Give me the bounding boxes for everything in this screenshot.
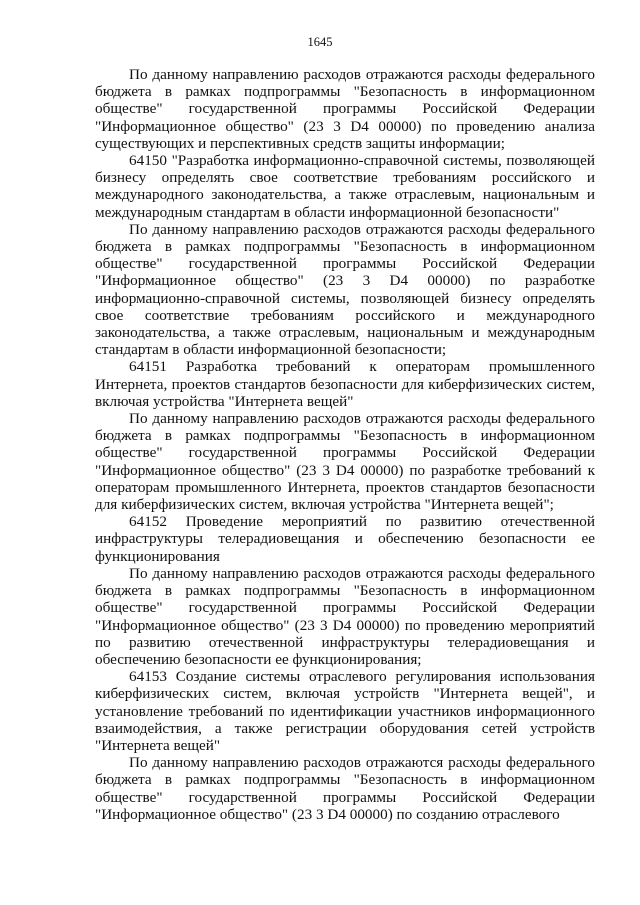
paragraph-code-64153-heading: 64153 Создание системы отраслевого регулирования использования киберфизических систем, включая устройств "Интернета вещей", и установление требований по идентификации участников информационного взаимодействия, а также регистрации оборудования сетей устройств "Интернета вещей"	[95, 668, 595, 754]
paragraph-code-64152-description: По данному направлению расходов отражаются расходы федерального бюджета в рамках подпрограммы "Безопасность в информационном обществе" государственной программы Российской Федерации "Информационное общество" (23 3 D4 00000) по проведению мероприятий по развитию отечественной инфраструктуры телерадиовещания и обеспечению безопасности ее функционирования;	[95, 564, 595, 668]
paragraph-code-64151-heading: 64151 Разработка требований к операторам промышленного Интернета, проектов стандартов безопасности для киберфизических систем, включая устройства "Интернета вещей"	[95, 358, 595, 410]
paragraph-code-64153-description: По данному направлению расходов отражаются расходы федерального бюджета в рамках подпрограммы "Безопасность в информационном обществе" государственной программы Российской Федерации "Информационное общество" (23 3 D4 00000) по созданию отраслевого	[95, 754, 595, 823]
document-body	[95, 66, 595, 823]
paragraph-code-64151-description: По данному направлению расходов отражаются расходы федерального бюджета в рамках подпрограммы "Безопасность в информационном обществе" государственной программы Российской Федерации "Информационное общество" (23 3 D4 00000) по разработке требований к операторам промышленного Интернета, проектов стандартов безопасности для киберфизических систем, включая устройства "Интернета вещей";	[95, 410, 595, 514]
paragraph-expenses-analysis: По данному направлению расходов отражаются расходы федерального бюджета в рамках подпрограммы "Безопасность в информационном обществе" государственной программы Российской Федерации "Информационное общество" (23 3 D4 00000) по проведению анализа существующих и перспективных средств защиты информации;	[95, 66, 595, 152]
paragraph-code-64150-heading: 64150 "Разработка информационно-справочной системы, позволяющей бизнесу определять свое соответствие требованиям российского и международного законодательства, а также отраслевым, национальным и международным стандартам в области информационной безопасности"	[95, 152, 595, 221]
paragraph-code-64150-description: По данному направлению расходов отражаются расходы федерального бюджета в рамках подпрограммы "Безопасность в информационном обществе" государственной программы Российской Федерации "Информационное общество" (23 3 D4 00000) по разработке информационно-справочной системы, позволяющей бизнесу определять свое соответствие требованиям российского и международного законодательства, а также отраслевым, национальным и международным стандартам в области информационной безопасности;	[95, 220, 595, 359]
paragraph-code-64152-heading: 64152 Проведение мероприятий по развитию отечественной инфраструктуры телерадиовещания и обеспечению безопасности ее функционирования	[95, 513, 595, 565]
page-number: 1645	[307, 35, 333, 49]
